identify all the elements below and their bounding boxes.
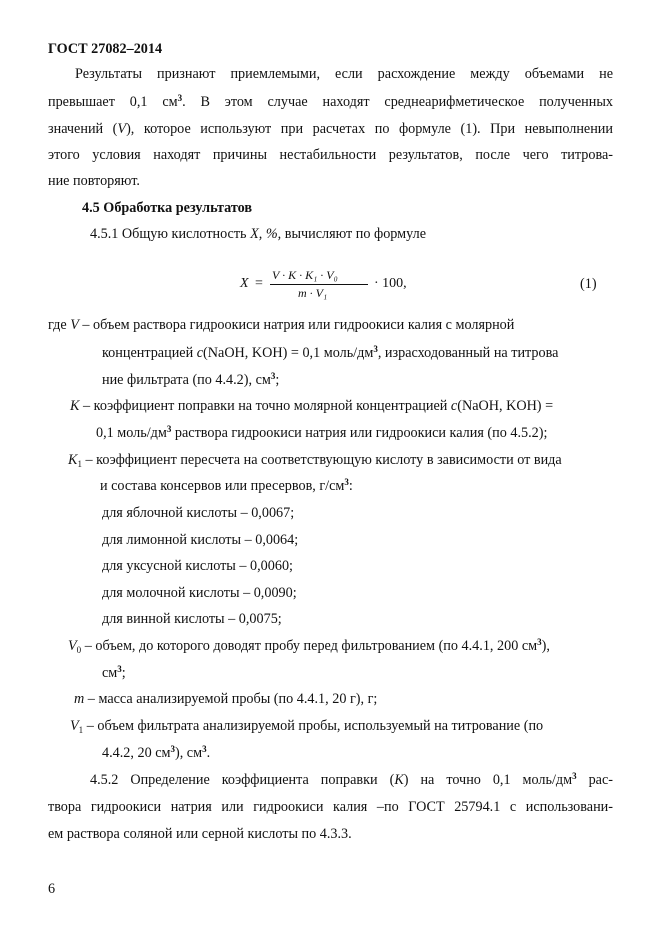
where-K-line-2: 0,1 моль/$дм^3$ раствора гидроокиси натрия или гидроокиси калия (по 4.5.2); [96, 424, 548, 441]
intro-line-1: Результаты признают приемлемыми, если расхождение между объемами не [75, 66, 613, 82]
formula-numerator: V · K · K₁ · V₀ [272, 268, 338, 282]
where-V-line-2: концентрацией с(NaOH, KOH) = 0,1 моль/$дм^3$, израсходованный на титрова [102, 344, 559, 361]
where-K1-line-1: $K_1$ – коэффициент пересчета на соответствующую кислоту в зависимости от вида [68, 452, 562, 469]
formula-equals: = [255, 276, 263, 291]
formula-lhs: X [240, 276, 249, 291]
intro-line-3: значений (V), которое используют при расчетах по формуле (1). При невыполнении [48, 121, 613, 137]
where-V0-line-1: $V_0$ – объем, до которого доводят пробу перед фильтрованием (по 4.4.1, 200 $см^3$), [68, 637, 550, 655]
intro-line-4: этого условия находят причины нестабильности результатов, после чего титрова- [48, 147, 613, 163]
where-V0-line-2: $см^3$; [102, 664, 126, 681]
section-heading: 4.5 Обработка результатов [82, 200, 253, 216]
document-header: ГОСТ 27082–2014 [48, 41, 163, 57]
formula-1 [240, 268, 410, 302]
paragraph-4-5-2-line-3: ем раствора соляной или серной кислоты по 4.3.3. [48, 826, 352, 842]
where-V1-line-1: $V_1$ – объем фильтрата анализируемой пробы, используемый на титрование (по [70, 718, 544, 735]
paragraph-4-5-2-line-1: 4.5.2 Определение коэффициента поправки (K) на точно 0,1 моль/$дм^3$ рас- [90, 771, 613, 788]
acid-coefficient-item: для яблочной кислоты – 0,0067; [102, 505, 295, 521]
acid-coefficient-item: для лимонной кислоты – 0,0064; [102, 532, 299, 548]
intro-line-5: ние повторяют. [48, 173, 140, 189]
formula-multiplier: · 100, [374, 276, 407, 291]
formula-number: (1) [580, 276, 597, 292]
acid-coefficient-item: для винной кислоты – 0,0075; [102, 611, 282, 627]
where-V-line-1: где V – объем раствора гидроокиси натрия или гидроокиси калия с молярной [48, 317, 515, 333]
page-number: 6 [48, 881, 56, 897]
paragraph-4-5-1: 4.5.1 Общую кислотность X, %, вычисляют по формуле [90, 226, 427, 242]
fraction-bar [270, 284, 368, 285]
paragraph-4-5-2-line-2: твора гидроокиси натрия или гидроокиси калия –по ГОСТ 25794.1 с использовани- [48, 799, 613, 815]
formula-denominator: m · V₁ [298, 286, 328, 300]
where-V-line-3: ние фильтрата (по 4.4.2), $см^3$; [102, 371, 280, 388]
intro-line-2: превышает 0,1 $см^3$. В этом случае находят среднеарифметическое полученных [48, 93, 613, 110]
acid-coefficient-item: для молочной кислоты – 0,0090; [102, 585, 297, 601]
acid-coefficient-item: для уксусной кислоты – 0,0060; [102, 558, 293, 574]
where-V1-line-2: 4.4.2, 20 $см^3$), $см^3$. [102, 744, 211, 761]
where-K1-line-2: и состава консервов или пресервов, $г/см^3$: [100, 477, 353, 494]
where-K-line-1: K – коэффициент поправки на точно молярной концентрацией с(NaOH, KOH) = [70, 398, 554, 414]
where-m-line: m – масса анализируемой пробы (по 4.4.1, 20 г), г; [74, 691, 378, 707]
